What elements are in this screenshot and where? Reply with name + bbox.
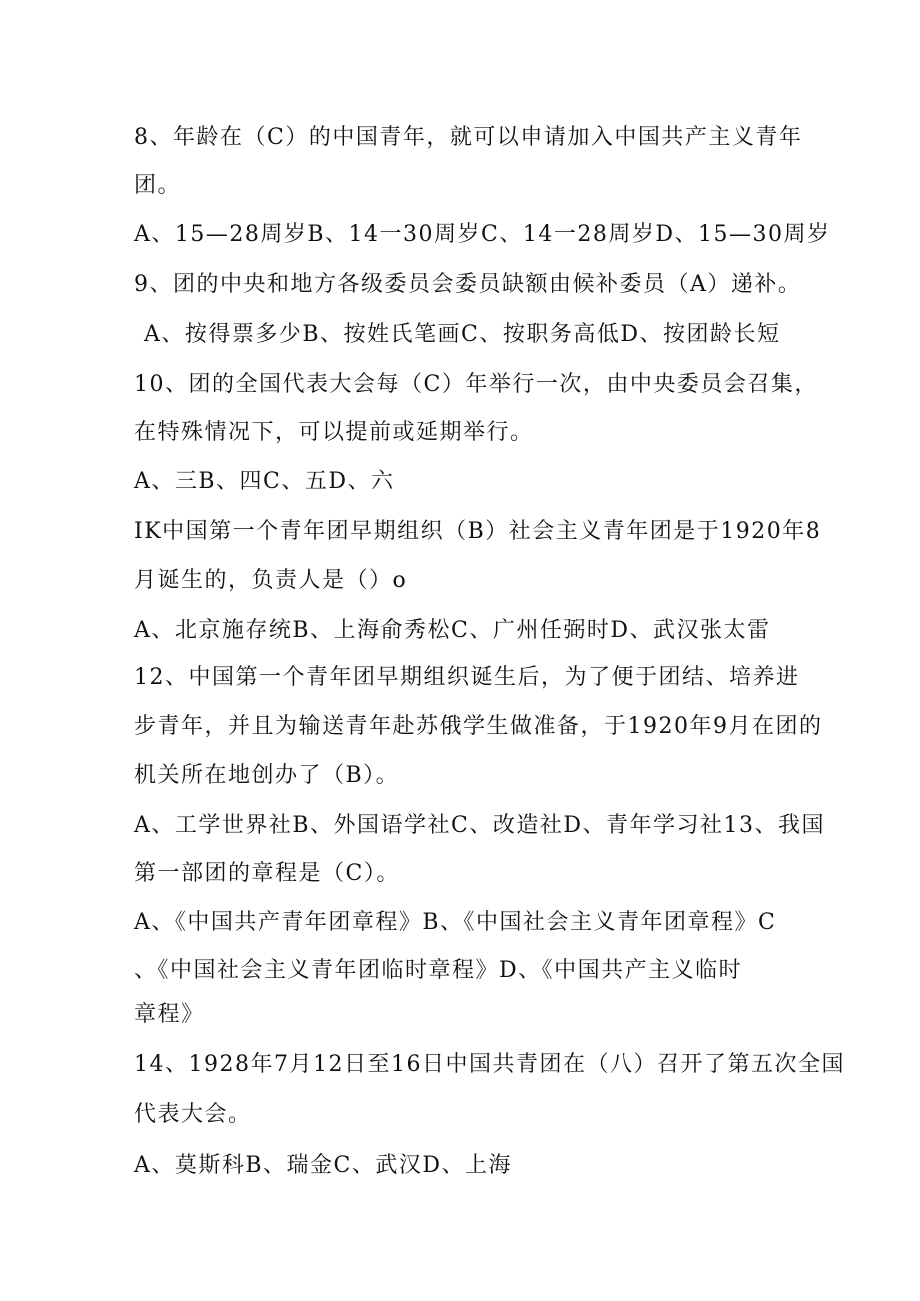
- question-14-line-2: 代表大会。: [134, 1102, 252, 1127]
- question-12-line-2: 步青年，并且为输送青年赴苏俄学生做准备，于1920年9月在团的: [134, 714, 823, 739]
- question-13-options-2: 、《中国社会主义青年团临时章程》D、《中国共产主义临时: [134, 958, 743, 983]
- question-11-line-1: IK中国第一个青年团早期组织（B）社会主义青年团是于1920年8: [134, 519, 822, 544]
- question-11-line-2: 月诞生的，负责人是（）o: [134, 568, 408, 593]
- question-12-options: A、工学世界社B、外国语学社C、改造社D、青年学习社13、我国: [134, 813, 826, 838]
- question-13-options-3: 章程》: [134, 1002, 205, 1027]
- question-8-line-1: 8、年龄在（C）的中国青年，就可以申请加入中国共产主义青年: [134, 125, 803, 150]
- question-11-options: A、北京施存统B、上海俞秀松C、广州任弼时D、武汉张太雷: [134, 618, 771, 643]
- question-9-line-1: 9、团的中央和地方各级委员会委员缺额由候补委员（A）递补。: [134, 272, 802, 297]
- question-10-options: A、三B、四C、五D、六: [134, 469, 395, 494]
- question-14-line-1: 14、1928年7月12日至16日中国共青团在（八）召开了第五次全国: [134, 1052, 845, 1077]
- question-13-line-1: 第一部团的章程是（C）。: [134, 861, 400, 886]
- question-8-options: A、15—28周岁B、14一30周岁C、14一28周岁D、15—30周岁: [134, 222, 831, 247]
- question-9-options: A、按得票多少B、按姓氏笔画C、按职务高低D、按团龄长短: [144, 322, 781, 347]
- question-10-line-2: 在特殊情况下，可以提前或延期举行。: [134, 420, 534, 445]
- question-13-options-1: A、《中国共产青年团章程》B、《中国社会主义青年团章程》C: [134, 910, 777, 935]
- question-12-line-1: 12、中国第一个青年团早期组织诞生后，为了便于团结、培养进: [134, 665, 800, 690]
- question-12-line-3: 机关所在地创办了（B）。: [134, 763, 400, 788]
- question-10-line-1: 10、团的全国代表大会每（C）年举行一次，由中央委员会召集，: [134, 372, 818, 397]
- question-8-line-2: 团。: [134, 173, 182, 198]
- question-14-options: A、莫斯科B、瑞金C、武汉D、上海: [134, 1153, 513, 1178]
